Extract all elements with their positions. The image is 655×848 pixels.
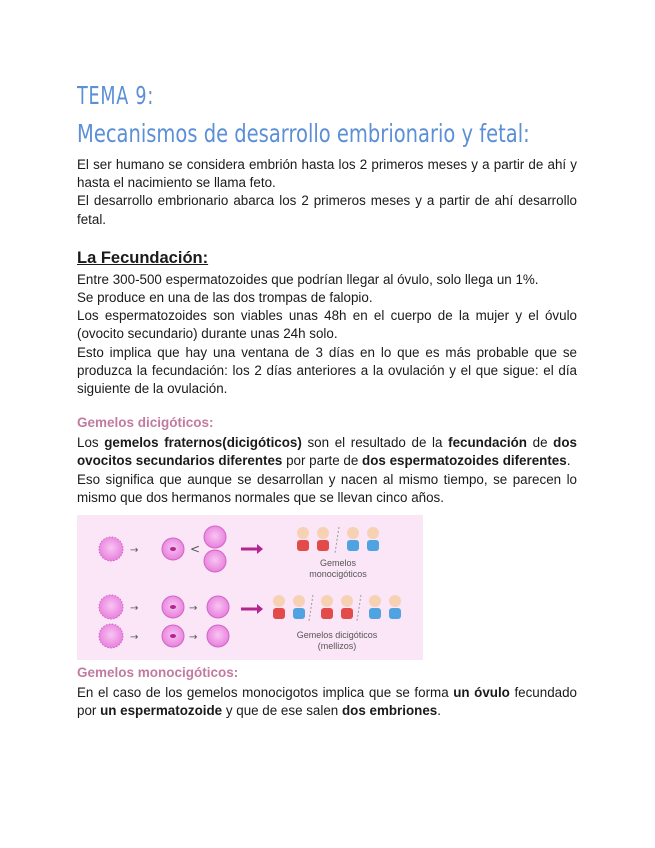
dicigoticos-paragraph-1: Los gemelos fraternos(dicigóticos) son el resultado de la fecundación de dos ovocitos secundarios diferentes por parte de dos espermatozoides diferentes. — [77, 435, 577, 469]
fecundacion-line-1: Entre 300-500 espermatozoides que podrían llegar al óvulo, solo llega un 1%. — [77, 271, 539, 287]
dicigoticos-paragraph-2: Eso significa que aunque se desarrollan y nacen al mismo tiempo, se parecen lo mismo que dos hermanos normales que se llevan cinco años. — [77, 471, 577, 505]
figure-label-di-1: Gemelos dicigóticos — [296, 630, 378, 641]
egg-sperm-cell-icon — [99, 537, 123, 561]
figure-label-mono-2: monocigóticos — [309, 569, 367, 580]
embryo-cell-icon — [204, 526, 226, 548]
section-heading-fecundacion: La Fecundación: — [77, 248, 209, 267]
svg-text:<: < — [190, 542, 201, 557]
di-row — [99, 595, 401, 651]
fecundacion-line-4: Esto implica que hay una ventana de 3 días en lo que es más probable que se produzca la fecundación: los 2 días anteriores a la ovulación y el que sigue: el día siguiente de la ovulación. — [77, 344, 577, 397]
embryo-cell-icon — [204, 550, 226, 572]
baby-twins-icon — [273, 595, 401, 621]
egg-sperm-cell-icon — [99, 595, 123, 619]
baby-twins-icon — [297, 527, 379, 553]
egg-sperm-cell-icon — [99, 624, 123, 648]
svg-text:→: → — [130, 632, 139, 644]
fecundacion-line-2: Se produce en una de las dos trompas de falopio. — [77, 290, 373, 306]
svg-text:→: → — [189, 632, 198, 644]
figure-label-di-2: (mellizos) — [317, 641, 357, 652]
svg-text:→: → — [130, 603, 139, 615]
page-title: TEMA 9: — [77, 81, 155, 110]
fecundacion-line-3: Los espermatozoides son viables unas 48h en el cuerpo de la mujer y el óvulo (ovocito secundario) durante unas 24h solo. — [77, 308, 577, 342]
svg-text:→: → — [130, 545, 139, 557]
document-page — [77, 80, 577, 720]
svg-text:→: → — [189, 603, 198, 615]
page-subtitle: Mecanismos de desarrollo embrionario y fetal: — [77, 119, 530, 148]
subheading-monocigoticos: Gemelos monocigóticos: — [77, 665, 239, 681]
figure-label-mono-1: Gemelos — [319, 558, 357, 569]
intro-paragraph-1: El ser humano se considera embrión hasta los 2 primeros meses y a partir de ahí y hasta el nacimiento se llama feto. — [77, 157, 577, 191]
mono-row — [99, 526, 379, 579]
subheading-dicigoticos: Gemelos dicigóticos: — [77, 415, 214, 431]
embryo-cell-icon — [207, 625, 229, 647]
twins-diagram-figure — [77, 515, 423, 660]
monocigoticos-paragraph-1: En el caso de los gemelos monocigotos implica que se forma un óvulo fecundado por un espermatozoide y que de ese salen dos embriones. — [77, 685, 577, 719]
intro-paragraph-2: El desarrollo embrionario abarca los 2 primeros meses y a partir de ahí desarrollo fetal. — [77, 193, 577, 227]
embryo-cell-icon — [207, 596, 229, 618]
